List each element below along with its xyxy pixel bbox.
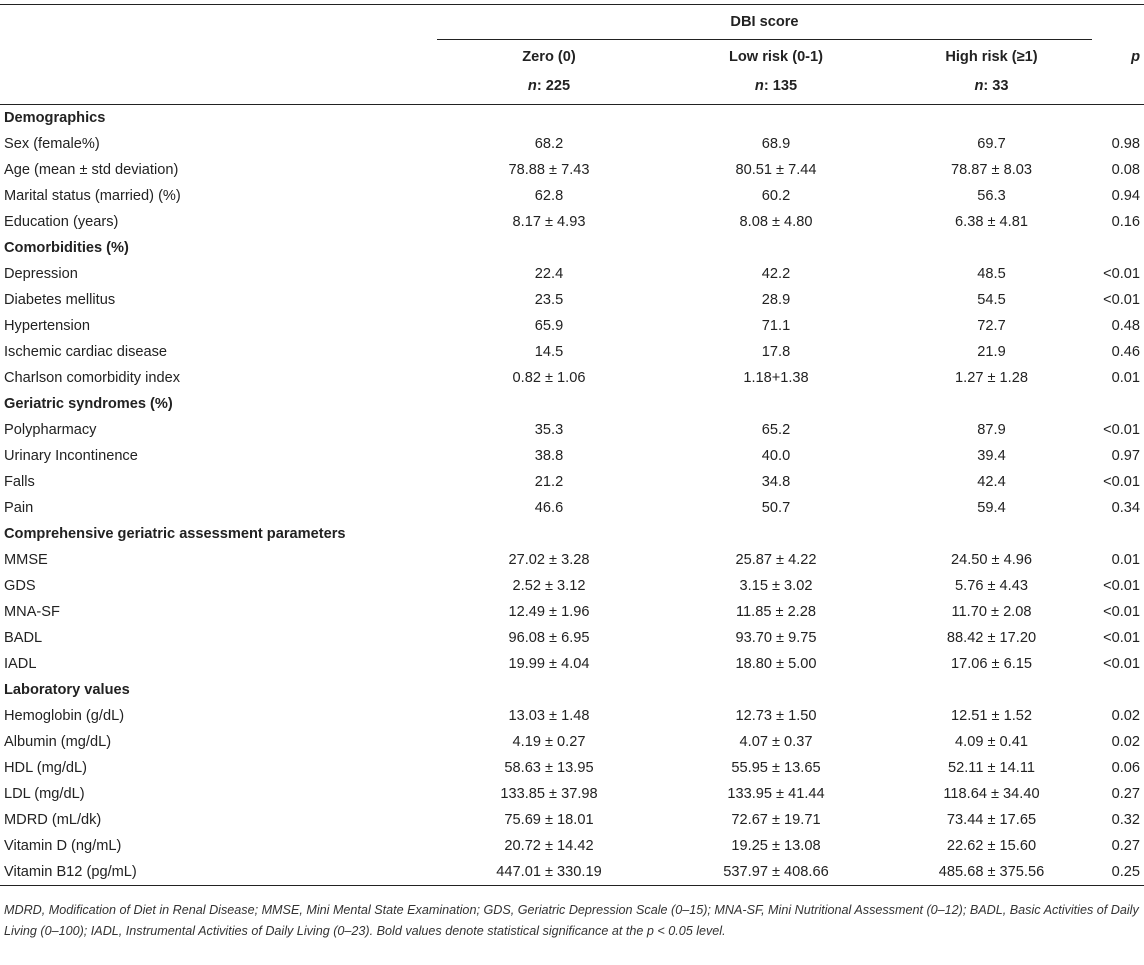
cell-high-risk: 39.4 (977, 448, 1006, 464)
cell-zero: 62.8 (534, 188, 564, 204)
cell-zero: 0.82 ± 1.06 (512, 370, 586, 386)
cell-high-risk: 56.3 (977, 188, 1006, 204)
cell-high-risk: 52.11 ± 14.11 (948, 760, 1035, 776)
table-row (0, 209, 1144, 235)
section-heading-row (0, 391, 1144, 417)
table-row (0, 833, 1144, 859)
dbi-score-heading: DBI score (437, 5, 1092, 40)
section-heading-row (0, 105, 1144, 132)
cell-low-risk: 11.85 ± 2.28 (736, 604, 816, 620)
cell-p-value: <0.01 (1103, 578, 1140, 594)
section-heading-row (0, 677, 1144, 703)
cell-zero: 12.49 ± 1.96 (508, 604, 590, 620)
n-label: n (754, 78, 764, 94)
column-n-row (0, 74, 1144, 105)
cell-p-value: 0.94 (1111, 188, 1140, 204)
table-row (0, 339, 1144, 365)
n-label: n (527, 78, 537, 94)
cell-high-risk: 59.4 (977, 500, 1006, 516)
cell-high-risk: 24.50 ± 4.96 (950, 552, 1033, 568)
row-label: LDL (mg/dL) (4, 786, 85, 802)
cell-low-risk: 42.2 (761, 266, 791, 282)
cell-zero: 2.52 ± 3.12 (512, 578, 586, 594)
cell-zero: 65.9 (534, 318, 564, 334)
row-label: BADL (4, 630, 43, 646)
n-low-risk (661, 74, 891, 105)
cell-zero: 96.08 ± 6.95 (508, 630, 590, 646)
cell-low-risk: 4.07 ± 0.37 (739, 734, 813, 750)
section-heading: Geriatric syndromes (%) (4, 396, 173, 412)
cell-p-value: 0.98 (1111, 136, 1140, 152)
cell-high-risk: 42.4 (977, 474, 1006, 490)
cell-low-risk: 28.9 (761, 292, 791, 308)
table-row (0, 573, 1144, 599)
n-high-risk (891, 74, 1092, 105)
table-row (0, 183, 1144, 209)
n-zero (437, 74, 661, 105)
row-label: Diabetes mellitus (4, 292, 116, 308)
cell-p-value: 0.02 (1111, 708, 1140, 724)
cell-p-value: 0.46 (1111, 344, 1140, 360)
table-row (0, 859, 1144, 886)
cell-low-risk: 17.8 (761, 344, 791, 360)
dbi-group-row (0, 5, 1144, 40)
cell-zero: 19.99 ± 4.04 (508, 656, 590, 672)
section-heading: Comorbidities (%) (4, 240, 129, 256)
row-label: MNA-SF (4, 604, 60, 620)
cell-p-value: 0.32 (1111, 812, 1140, 828)
table-row (0, 131, 1144, 157)
cell-zero: 68.2 (534, 136, 564, 152)
cell-low-risk: 50.7 (761, 500, 791, 516)
table-row (0, 755, 1144, 781)
column-header-p: p (1131, 48, 1140, 65)
cell-high-risk: 118.64 ± 34.40 (943, 786, 1040, 802)
table-row (0, 365, 1144, 391)
cell-high-risk: 72.7 (977, 318, 1006, 334)
cell-zero: 75.69 ± 18.01 (504, 812, 594, 828)
table-row (0, 729, 1144, 755)
row-label: Albumin (mg/dL) (4, 734, 112, 750)
table-row (0, 157, 1144, 183)
cell-zero: 447.01 ± 330.19 (437, 859, 661, 886)
cell-p-value: <0.01 (1103, 656, 1140, 672)
cell-zero: 13.03 ± 1.48 (508, 708, 590, 724)
cell-low-risk: 25.87 ± 4.22 (735, 552, 817, 568)
table-row (0, 547, 1144, 573)
cell-high-risk: 12.51 ± 1.52 (950, 708, 1033, 724)
section-heading: Comprehensive geriatric assessment parameters (4, 526, 346, 542)
column-header-low-risk: Low risk (0-1) (728, 49, 824, 65)
cell-p-value: <0.01 (1103, 422, 1140, 438)
cell-p-value: <0.01 (1103, 292, 1140, 308)
table-row (0, 313, 1144, 339)
table-row (0, 703, 1144, 729)
cell-high-risk: 78.87 ± 8.03 (950, 162, 1033, 178)
row-label: Charlson comorbidity index (4, 370, 181, 386)
column-header-high-risk: High risk (≥1) (945, 49, 1038, 65)
cell-zero: 35.3 (534, 422, 564, 438)
cell-high-risk: 54.5 (977, 292, 1006, 308)
row-label: Vitamin B12 (pg/mL) (0, 859, 437, 886)
cell-low-risk: 65.2 (761, 422, 791, 438)
table-body (0, 105, 1144, 886)
cell-low-risk: 12.73 ± 1.50 (735, 708, 817, 724)
cell-high-risk: 48.5 (977, 266, 1006, 282)
cell-zero: 22.4 (534, 266, 564, 282)
cell-p-value: <0.01 (1103, 630, 1140, 646)
cell-p-value: 0.25 (1092, 859, 1144, 886)
table-row (0, 781, 1144, 807)
cell-low-risk: 40.0 (761, 448, 791, 464)
table-row (0, 261, 1144, 287)
n-label: n (974, 78, 984, 94)
cell-zero: 38.8 (534, 448, 564, 464)
n-value: : 135 (763, 78, 798, 94)
results-table (0, 4, 1144, 886)
cell-high-risk: 6.38 ± 4.81 (955, 214, 1028, 230)
cell-p-value: <0.01 (1103, 604, 1140, 620)
cell-zero: 20.72 ± 14.42 (504, 838, 594, 854)
row-label: MDRD (mL/dk) (4, 812, 102, 828)
cell-high-risk: 88.42 ± 17.20 (946, 630, 1037, 646)
column-label-row (0, 40, 1144, 75)
cell-p-value: <0.01 (1103, 266, 1140, 282)
table-row (0, 469, 1144, 495)
cell-low-risk: 133.95 ± 41.44 (727, 786, 825, 802)
cell-low-risk: 34.8 (761, 474, 791, 490)
row-label: GDS (4, 578, 36, 594)
cell-low-risk: 72.67 ± 19.71 (731, 812, 821, 828)
cell-zero: 46.6 (534, 500, 564, 516)
table-row (0, 651, 1144, 677)
row-label: Ischemic cardiac disease (4, 344, 168, 360)
cell-p-value: 0.27 (1111, 786, 1140, 802)
cell-zero: 4.19 ± 0.27 (512, 734, 586, 750)
row-label: Hypertension (4, 318, 90, 334)
cell-low-risk: 1.18+1.38 (743, 370, 809, 386)
section-heading: Laboratory values (4, 682, 130, 698)
cell-p-value: 0.27 (1111, 838, 1140, 854)
cell-zero: 8.17 ± 4.93 (512, 214, 586, 230)
row-label: Vitamin D (ng/mL) (4, 838, 122, 854)
cell-p-value: 0.48 (1111, 318, 1140, 334)
cell-zero: 78.88 ± 7.43 (508, 162, 590, 178)
cell-p-value: 0.97 (1111, 448, 1140, 464)
cell-low-risk: 80.51 ± 7.44 (735, 162, 817, 178)
cell-low-risk: 55.95 ± 13.65 (731, 760, 821, 776)
table-row (0, 443, 1144, 469)
row-label: Sex (female%) (4, 136, 100, 152)
row-label: Falls (4, 474, 35, 490)
cell-low-risk: 19.25 ± 13.08 (731, 838, 821, 854)
cell-high-risk: 21.9 (977, 344, 1006, 360)
table-row (0, 625, 1144, 651)
cell-zero: 27.02 ± 3.28 (508, 552, 590, 568)
cell-high-risk: 22.62 ± 15.60 (946, 838, 1037, 854)
table-footnote: MDRD, Modification of Diet in Renal Disease; MMSE, Mini Mental State Examination; GDS, Geriatric Depression Scale (0–15); MNA-SF, Mini Nutritional Assessment (0–12); BADL, Basic Activities of Daily Living (0–100); IADL, Instrumental Activities of Daily Living (0–23). Bold values denote statistical significance at the p < 0.05 level. (4, 903, 1139, 938)
cell-high-risk: 1.27 ± 1.28 (955, 370, 1028, 386)
column-header-zero: Zero (0) (522, 49, 576, 65)
cell-high-risk: 69.7 (977, 136, 1006, 152)
row-label: Depression (4, 266, 78, 282)
cell-high-risk: 17.06 ± 6.15 (950, 656, 1033, 672)
cell-p-value: 0.02 (1111, 734, 1140, 750)
cell-p-value: 0.16 (1111, 214, 1140, 230)
cell-p-value: 0.08 (1111, 162, 1140, 178)
row-label: Education (years) (4, 214, 119, 230)
table-row (0, 287, 1144, 313)
table-row (0, 417, 1144, 443)
cell-high-risk: 11.70 ± 2.08 (951, 604, 1032, 620)
section-heading-row (0, 235, 1144, 261)
cell-zero: 21.2 (534, 474, 564, 490)
cell-low-risk: 93.70 ± 9.75 (735, 630, 817, 646)
cell-low-risk: 60.2 (761, 188, 791, 204)
cell-low-risk: 71.1 (761, 318, 791, 334)
row-label: Marital status (married) (%) (4, 188, 181, 204)
cell-low-risk: 8.08 ± 4.80 (739, 214, 813, 230)
cell-high-risk: 4.09 ± 0.41 (955, 734, 1028, 750)
cell-p-value: 0.34 (1111, 500, 1140, 516)
table-row (0, 807, 1144, 833)
cell-p-value: <0.01 (1103, 474, 1140, 490)
cell-low-risk: 68.9 (761, 136, 791, 152)
row-label: IADL (4, 656, 37, 672)
row-label: Urinary Incontinence (4, 448, 138, 464)
cell-zero: 14.5 (534, 344, 564, 360)
cell-zero: 58.63 ± 13.95 (504, 760, 594, 776)
cell-low-risk: 18.80 ± 5.00 (735, 656, 817, 672)
cell-p-value: 0.01 (1111, 370, 1140, 386)
cell-low-risk: 3.15 ± 3.02 (739, 578, 813, 594)
table-row (0, 599, 1144, 625)
section-heading: Demographics (4, 110, 106, 126)
row-label: Age (mean ± std deviation) (4, 162, 179, 178)
cell-p-value: 0.06 (1111, 760, 1140, 776)
cell-zero: 23.5 (534, 292, 564, 308)
n-value: : 33 (983, 78, 1009, 94)
row-label: Hemoglobin (g/dL) (4, 708, 125, 724)
cell-high-risk: 485.68 ± 375.56 (891, 859, 1092, 886)
row-label: Polypharmacy (4, 422, 97, 438)
table-row (0, 495, 1144, 521)
cell-zero: 133.85 ± 37.98 (500, 786, 598, 802)
row-label: HDL (mg/dL) (4, 760, 87, 776)
row-label: Pain (4, 500, 34, 516)
cell-high-risk: 87.9 (977, 422, 1006, 438)
section-heading-row (0, 521, 1144, 547)
cell-high-risk: 5.76 ± 4.43 (955, 578, 1028, 594)
table-header (0, 5, 1144, 105)
cell-high-risk: 73.44 ± 17.65 (946, 812, 1037, 828)
cell-p-value: 0.01 (1111, 552, 1140, 568)
n-value: : 225 (536, 78, 571, 94)
row-label: MMSE (4, 552, 48, 568)
cell-low-risk: 537.97 ± 408.66 (661, 859, 891, 886)
